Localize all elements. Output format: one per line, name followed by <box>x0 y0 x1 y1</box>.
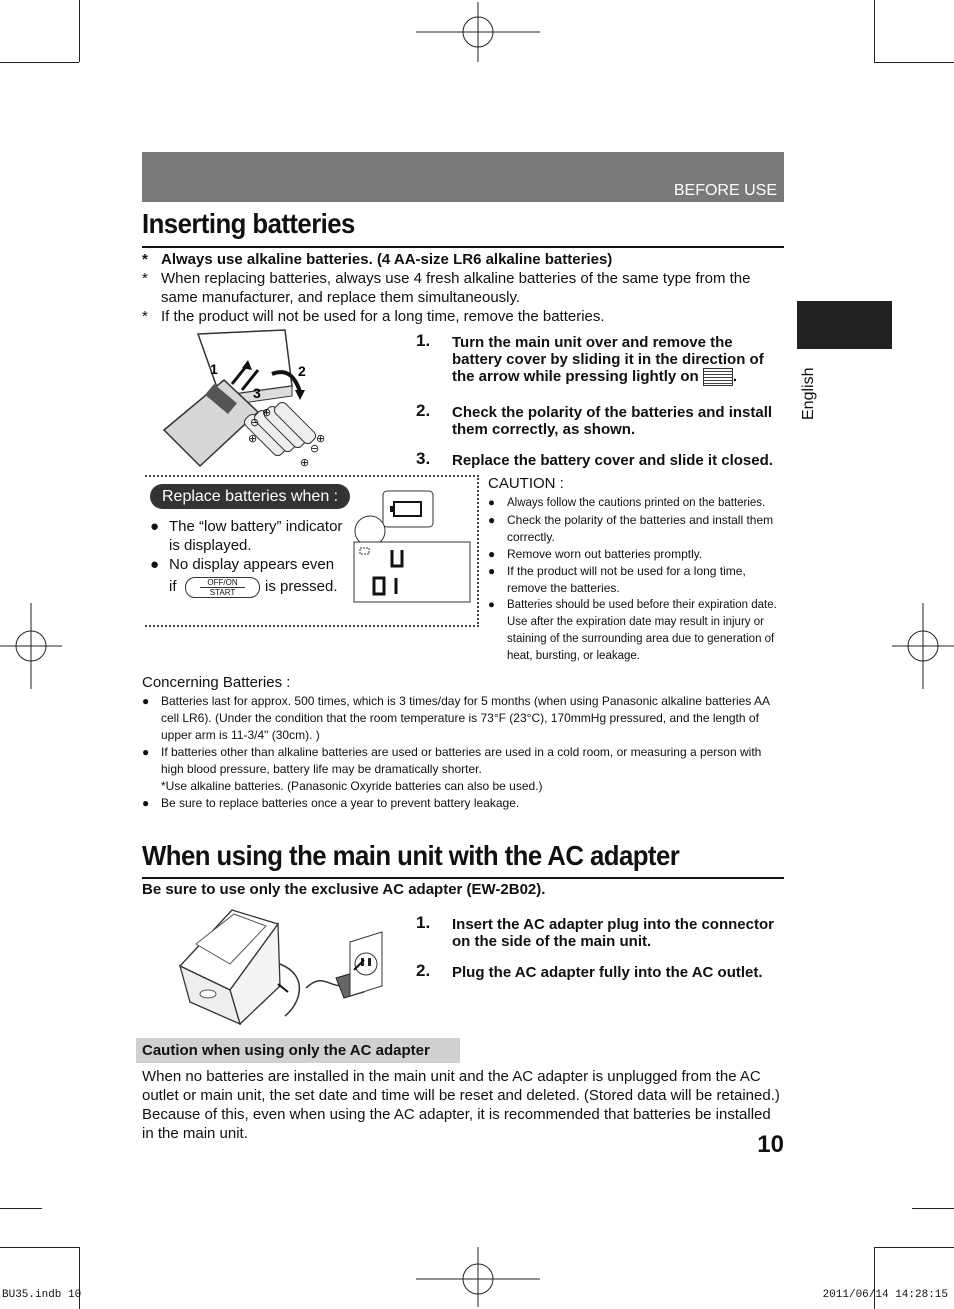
replace-bullet-2-end: is pressed. <box>265 578 338 595</box>
ac-caution-paragraph: When no batteries are installed in the main unit and the AC adapter is unplugged from the AC outlet or main unit, the set date and time will be reset and deleted. (Stored data will be retained.) Because of this, even when using the AC adapter, it is recommended that batteries be installed in the main unit. <box>142 1068 780 1142</box>
step-number: 1. <box>416 331 431 350</box>
step-text: Check the polarity of the batteries and install them correctly, as shown. <box>452 404 773 438</box>
page-number: 10 <box>757 1131 784 1158</box>
figure-label-2: 2 <box>298 363 306 379</box>
caution-item <box>488 495 786 512</box>
note-mark: * <box>142 308 148 325</box>
title-rule <box>142 877 784 879</box>
step-number: 3. <box>416 449 431 468</box>
step-text: Insert the AC adapter plug into the connector on the side of the main unit. <box>452 916 774 950</box>
bullet-dot: ● <box>488 564 496 578</box>
caution-list <box>488 495 786 665</box>
footer-timestamp: 2011/06/14 14:28:15 <box>822 1289 948 1301</box>
registration-mark-bottom <box>416 1247 540 1307</box>
caution-item <box>488 563 786 597</box>
ac-adapter-subtitle: Be sure to use only the exclusive AC adapter (EW-2B02). <box>142 881 546 898</box>
concerning-title: Concerning Batteries : <box>142 674 291 691</box>
figure-label-3: 3 <box>253 385 261 401</box>
section-header-bar <box>142 152 784 202</box>
ac-caution-title: Caution when using only the AC adapter <box>142 1042 430 1059</box>
bullet-dot: ● <box>142 694 150 708</box>
concerning-list <box>142 693 785 812</box>
caution-item <box>488 546 786 563</box>
step-text: Plug the AC adapter fully into the AC outlet. <box>452 964 763 981</box>
bullet-dot: ● <box>488 547 496 561</box>
caution-item-text: If the product will not be used for a long time, remove the batteries. <box>507 564 746 595</box>
bullet-dot: ● <box>488 599 495 611</box>
svg-text:⊕: ⊕ <box>262 406 272 419</box>
step-number: 1. <box>416 913 431 932</box>
caution-item-text: Batteries should be used before their expiration date. Use after the expiration date may result in injury or staining of the surrounding area due to generation of heat, bursting, or leakage. <box>507 599 777 662</box>
section-title-ac-adapter: When using the main unit with the AC adapter <box>142 840 680 871</box>
bullet-dot: ● <box>488 513 496 527</box>
off-on-start-button-icon <box>185 577 260 598</box>
title-rule <box>142 246 784 248</box>
replace-bullet-text: No display appears even <box>169 556 335 573</box>
ac-adapter-illustration <box>160 906 400 1030</box>
caution-item-text: Always follow the cautions printed on the batteries. <box>507 497 766 509</box>
display-illustration <box>352 514 472 604</box>
button-pictogram-icon <box>703 368 733 386</box>
language-label-container <box>800 356 824 420</box>
registration-mark-top <box>416 2 540 62</box>
step-end: . <box>732 368 738 385</box>
registration-mark-right <box>892 603 954 689</box>
bullet-dot: ● <box>150 518 160 535</box>
figure-label-1: 1 <box>210 361 218 377</box>
concerning-subnote: *Use alkaline batteries. (Panasonic Oxyride batteries can also be used.) <box>161 779 543 793</box>
svg-text:⊕: ⊕ <box>300 456 310 469</box>
concerning-item-text: If batteries other than alkaline batteries are used or batteries are used in a cold room, or measuring a person with high blood pressure, battery life may be dramatically shorter. <box>161 745 762 776</box>
step-number: 2. <box>416 961 431 980</box>
step-text: Replace the battery cover and slide it closed. <box>452 452 773 469</box>
svg-text:⊖: ⊖ <box>250 416 260 429</box>
replace-bullet-text: The “low battery” indicator is displayed. <box>169 518 343 554</box>
note-text: Always use alkaline batteries. (4 AA-size LR6 alkaline batteries) <box>161 251 613 268</box>
bullet-dot: ● <box>142 796 150 810</box>
section-title-inserting-batteries: Inserting batteries <box>142 208 355 239</box>
svg-text:⊕: ⊕ <box>248 432 258 445</box>
note-text: If the product will not be used for a long time, remove the batteries. <box>161 308 605 325</box>
concerning-item <box>142 744 785 778</box>
note-mark: * <box>142 251 148 268</box>
concerning-item-text: Be sure to replace batteries once a year to prevent battery leakage. <box>161 796 520 810</box>
caution-item <box>488 512 786 546</box>
registration-mark-left <box>0 603 62 689</box>
caution-item-text: Remove worn out batteries promptly. <box>507 547 703 561</box>
bullet-dot: ● <box>142 745 150 759</box>
concerning-item-text: Batteries last for approx. 500 times, which is 3 times/day for 5 months (when using Panasonic alkaline batteries AA cell LR6). (Under the condition that the room temperature is 73°F (23°C), 170mmHg pressured, and the length of upper arm is 11-3/4" (30cm). ) <box>161 694 770 742</box>
note-text: When replacing batteries, always use 4 fresh alkaline batteries of the same type from the same manufacturer, and replace them simultaneously. <box>161 270 751 306</box>
language-label: English <box>800 367 817 420</box>
concerning-item <box>142 795 785 812</box>
caution-item-text: Check the polarity of the batteries and install them correctly. <box>507 513 774 544</box>
caution-item <box>488 597 786 665</box>
step-number: 2. <box>416 401 431 420</box>
svg-text:⊖: ⊖ <box>310 442 320 455</box>
button-bottom-label: START <box>200 587 245 597</box>
language-tab <box>797 301 892 349</box>
bullet-dot: ● <box>488 497 495 509</box>
step-text-container <box>452 334 784 386</box>
footer-file-info: BU35.indb 10 <box>2 1289 82 1301</box>
battery-insertion-illustration <box>160 326 340 472</box>
caution-title: CAUTION : <box>488 475 564 492</box>
bullet-dot: ● <box>150 556 160 573</box>
svg-text:⊕: ⊕ <box>316 432 326 445</box>
note-mark: * <box>142 270 148 287</box>
concerning-item <box>142 693 785 744</box>
section-header-label: BEFORE USE <box>673 182 777 199</box>
button-top-label: OFF/ON <box>207 578 238 587</box>
step-text: Turn the main unit over and remove the battery cover by sliding it in the direction of the arrow while pressing lightly on <box>452 334 764 385</box>
ac-caution-title-bar <box>136 1038 460 1063</box>
replace-batteries-title: Replace batteries when : <box>150 484 350 509</box>
replace-bullet-2-if: if <box>169 578 177 595</box>
